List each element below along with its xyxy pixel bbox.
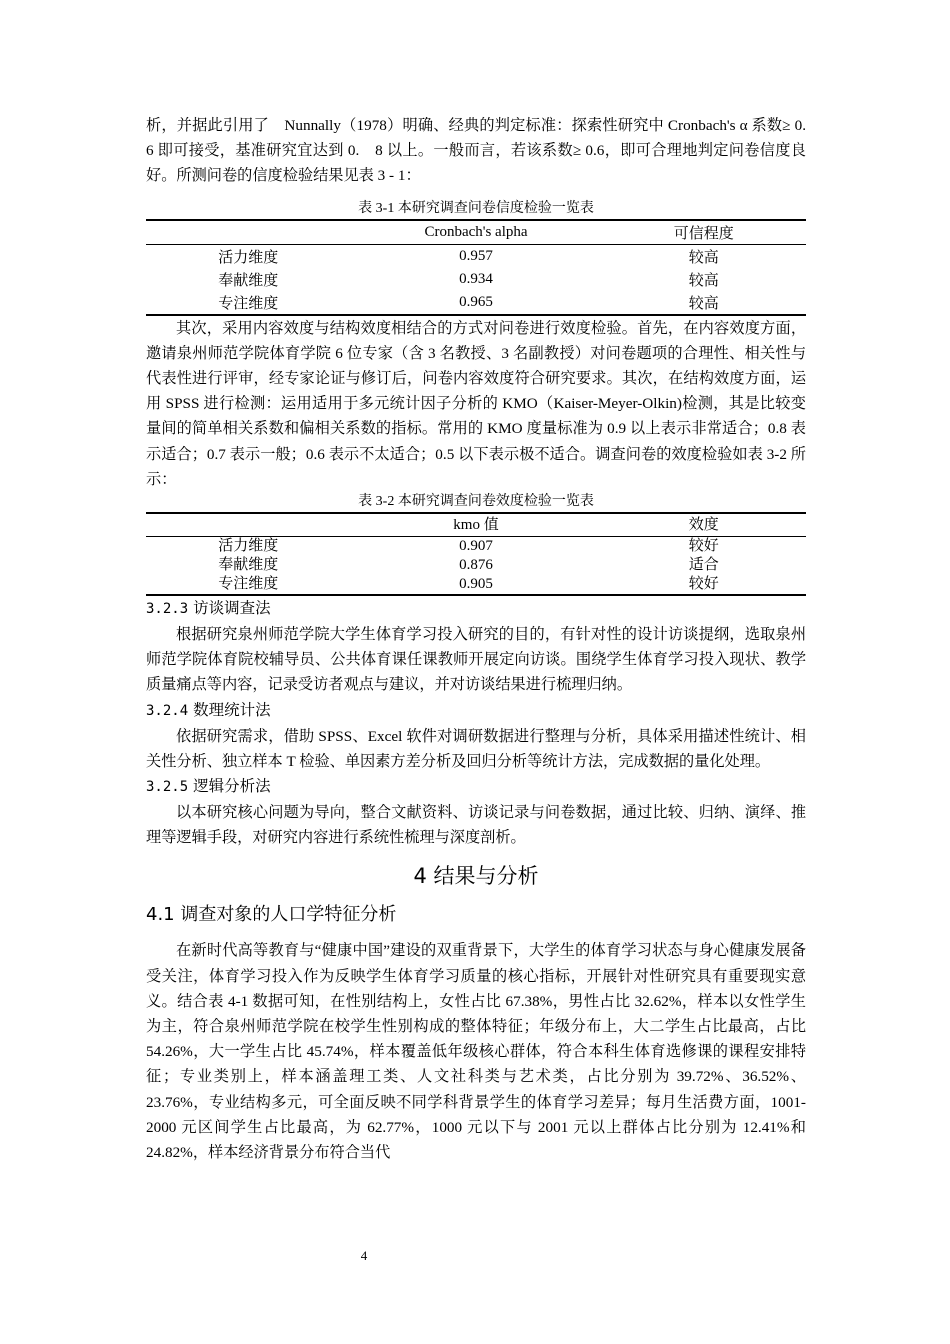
table-header-cell: 可信程度 — [601, 220, 806, 245]
table-row — [146, 291, 806, 315]
section-number: 3.2.4 — [146, 702, 189, 719]
table-cell: 奉献维度 — [218, 272, 279, 289]
table-cell: 0.905 — [459, 576, 493, 593]
table-header-cell: kmo 值 — [351, 513, 602, 537]
table-header-cell — [146, 513, 351, 537]
table-cell: 奉献维度 — [218, 557, 279, 574]
section-title: 访谈调查法 — [193, 599, 271, 618]
table-cell: 0.965 — [459, 293, 493, 310]
chapter-heading: 4 结果与分析 — [413, 864, 539, 889]
table-cell: 活力维度 — [218, 249, 279, 266]
table-3-1-caption: 表 3-1 本研究调查问卷信度检验一览表 — [358, 200, 594, 216]
reliability-table — [146, 219, 806, 316]
page-content — [146, 113, 822, 1165]
table-row — [146, 575, 806, 595]
table-cell: 适合 — [688, 557, 719, 574]
table-cell: 0.907 — [459, 538, 493, 555]
table-cell: 较好 — [688, 576, 719, 593]
subsection-heading: 4.1 调查对象的人口学特征分析 — [146, 904, 397, 926]
section-paragraph: 以本研究核心问题为导向，整合文献资料、访谈记录与问卷数据，通过比较、归纳、演绎、推理等逻辑手段，对研究内容进行系统性梳理与深度剖析。 — [146, 804, 806, 847]
table-row — [146, 244, 806, 268]
table-header-cell: 效度 — [601, 513, 806, 537]
demographics-paragraph: 在新时代高等教育与“健康中国”建设的双重背景下，大学生的体育学习状态与身心健康发展备受关注，体育学习投入作为反映学生体育学习质量的核心指标，开展针对性研究具有重要现实意义。结合表 4-1 数据可知，在性别结构上，女性占比 67.38%，男性占比 32.62%，样本以女性学生为主，符合泉州师范学院在校学生性别构成的整体特征；年级分布上，大二学生占比最高，占比 54.26%，大一学生占比 45.74%，样本覆盖低年级核心群体，符合本科生体育选修课的课程安排特征；专业类别上，样本涵盖理工类、人文社科类与艺术类，占比分别为 39.72%、36.52%、23.76%，专业结构多元，可全面反映不同学科背景学生的体育学习差异；每月生活费方面，1001-2000 元区间学生占比最高，为 62.77%，1000 元以下与 2001 元以上群体占比分别为 12.41%和 24.82%，样本经济背景分布符合当代 — [146, 942, 806, 1162]
table-cell: 0.934 — [459, 270, 493, 287]
section-paragraph: 根据研究泉州师范学院大学生体育学习投入研究的目的，有针对性的设计访谈提纲，选取泉州师范学院体育院校辅导员、公共体育课任课教师开展定向访谈。围绕学生体育学习投入现状、教学质量痛点等内容，记录受访者观点与建议，并对访谈结果进行梳理归纳。 — [146, 626, 806, 694]
section-title: 数理统计法 — [193, 700, 271, 719]
table-row — [146, 537, 806, 557]
table-cell: 0.957 — [459, 247, 493, 264]
table-cell: 活力维度 — [218, 538, 279, 555]
table-header-cell — [146, 220, 351, 245]
table-cell: 较高 — [688, 249, 719, 266]
table-header-cell: Cronbach's alpha — [351, 220, 602, 245]
table-header-row — [146, 220, 806, 245]
table-cell: 较高 — [688, 272, 719, 289]
section-title: 逻辑分析法 — [193, 777, 271, 796]
table-cell: 专注维度 — [218, 295, 279, 312]
section-number: 3.2.5 — [146, 779, 189, 796]
table-cell: 较高 — [688, 295, 719, 312]
table-3-2-caption: 表 3-2 本研究调查问卷效度检验一览表 — [358, 494, 594, 510]
table-cell: 0.876 — [459, 557, 493, 574]
section-heading — [146, 698, 806, 724]
table-header-row — [146, 513, 806, 537]
page-number: 4 — [360, 1248, 368, 1263]
table-cell: 专注维度 — [218, 576, 279, 593]
section-paragraph: 依据研究需求，借助 SPSS、Excel 软件对调研数据进行整理与分析，具体采用描述性统计、相关性分析、独立样本 T 检验、单因素方差分析及回归分析等统计方法，完成数据的量化处理。 — [146, 727, 806, 770]
section-heading — [146, 596, 806, 622]
table-cell: 较好 — [688, 538, 719, 555]
table-row — [146, 268, 806, 291]
section-number: 3.2.3 — [146, 601, 189, 618]
validity-paragraph: 其次，采用内容效度与结构效度相结合的方式对问卷进行效度检验。首先，在内容效度方面，邀请泉州师范学院体育学院 6 位专家（含 3 名教授、3 名副教授）对问卷题项的合理性、相关性与代表性进行评审，经专家论证与修订后，问卷内容效度符合研究要求。其次，在结构效度方面，运用 SPSS 进行检测：运用适用于多元统计因子分析的 KMO（Kaiser-Meyer-Olkin)检测，其是比较变量间的简单相关系数和偏相关系数的指标。常用的 KMO 度量标准为 0.9 以上表示非常适合；0.8 表示适合；0.7 表示一般；0.6 表示不太适合；0.5 以下表示极不适合。调查问卷的效度检验如表 3-2 所示： — [146, 319, 806, 488]
intro-paragraph: 析，并据此引用了 Nunnally（1978）明确、经典的判定标准：探索性研究中 Cronbach's α 系数≥ 0. 6 即可接受，基准研究宜达到 0. 8 以上。一般而言，若该系数≥ 0.6，即可合理地判定问卷信度良好。所测问卷的信度检验结果见表 3 - 1： — [146, 117, 822, 185]
validity-table — [146, 512, 806, 596]
table-row — [146, 556, 806, 575]
section-heading — [146, 774, 806, 800]
